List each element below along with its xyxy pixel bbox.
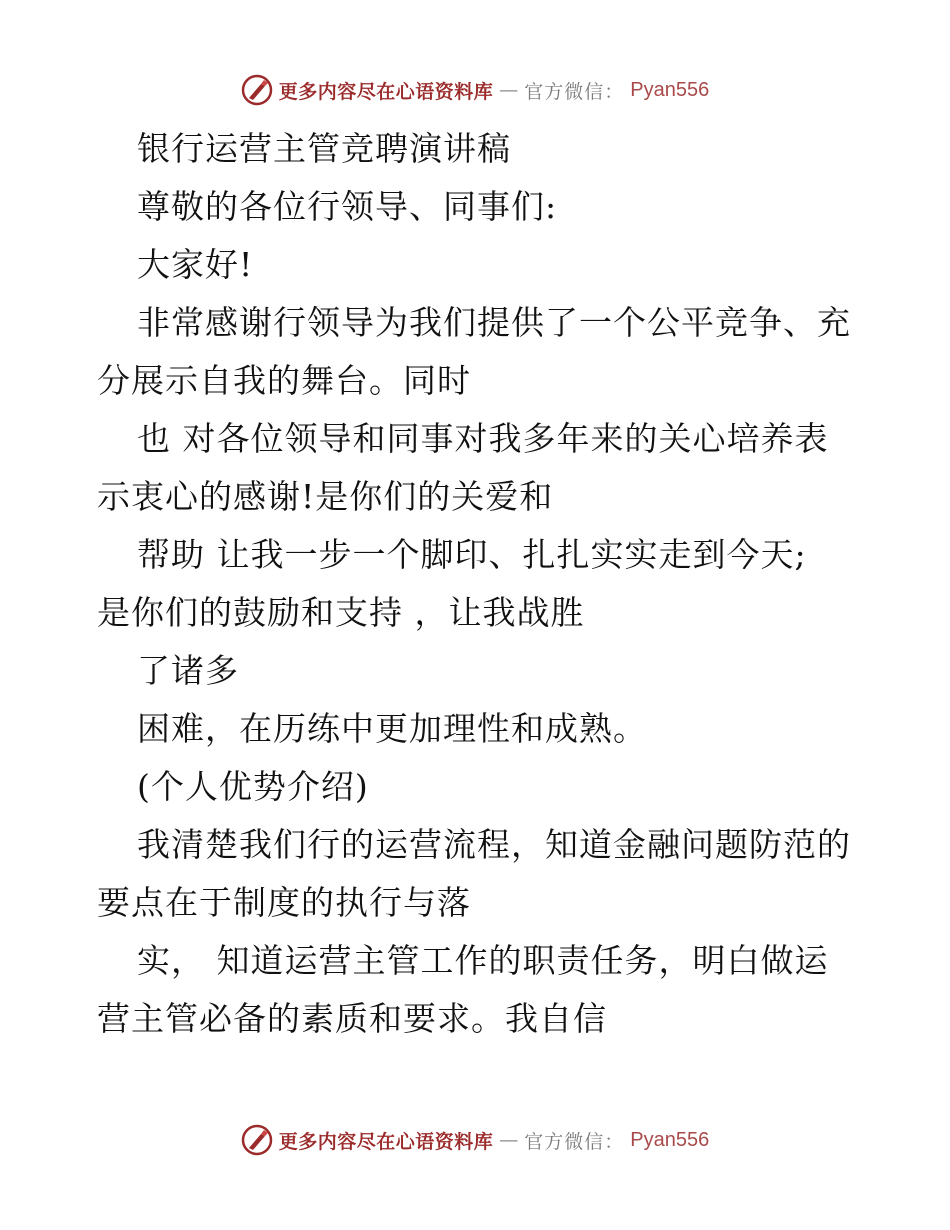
text-line: 要点在于制度的执行与落 xyxy=(97,883,471,922)
pen-nib-icon xyxy=(241,1124,273,1156)
text-line: 分展示自我的舞台。同时 xyxy=(97,361,471,400)
footer-sub-text: 官方微信： xyxy=(524,1130,625,1153)
text-line: 大家好! xyxy=(137,245,254,284)
document-title: 银行运营主管竞聘演讲稿 xyxy=(137,129,511,168)
header-banner xyxy=(0,70,950,110)
text-line: 营主管必备的素质和要求。我自信 xyxy=(97,999,607,1038)
pen-nib-icon xyxy=(241,74,273,106)
footer-wechat-id: Pyan556 xyxy=(630,1128,710,1151)
footer-dash: — xyxy=(499,1129,519,1151)
header-main-text: 更多内容尽在心语资料库 xyxy=(278,80,494,103)
text-line: 了诸多 xyxy=(137,651,239,690)
header-wechat-id: Pyan556 xyxy=(630,78,710,101)
header-banner-inner xyxy=(241,74,710,106)
header-dash: — xyxy=(499,79,519,101)
text-line: (个人优势介绍) xyxy=(137,767,369,806)
text-line: 非常感谢行领导为我们提供了一个公平竞争、充 xyxy=(137,303,851,342)
text-line: 示衷心的感谢!是你们的关爱和 xyxy=(97,477,554,516)
document-body xyxy=(97,120,857,1048)
text-line: 实， 知道运营主管工作的职责任务，明白做运 xyxy=(137,941,829,980)
footer-main-text: 更多内容尽在心语资料库 xyxy=(278,1130,494,1153)
text-line: 帮助 让我一步一个脚印、扎扎实实走到今天; xyxy=(137,535,807,574)
text-line: 困难，在历练中更加理性和成熟。 xyxy=(137,709,647,748)
text-line: 是你们的鼓励和支持 ，让我战胜 xyxy=(97,593,585,632)
footer-banner xyxy=(0,1120,950,1160)
header-sub-text: 官方微信： xyxy=(524,80,625,103)
text-line: 也 对各位领导和同事对我多年来的关心培养表 xyxy=(137,419,829,458)
footer-banner-inner xyxy=(241,1124,710,1156)
text-line: 我清楚我们行的运营流程，知道金融问题防范的 xyxy=(137,825,851,864)
text-line: 尊敬的各位行领导、同事们: xyxy=(137,187,558,226)
